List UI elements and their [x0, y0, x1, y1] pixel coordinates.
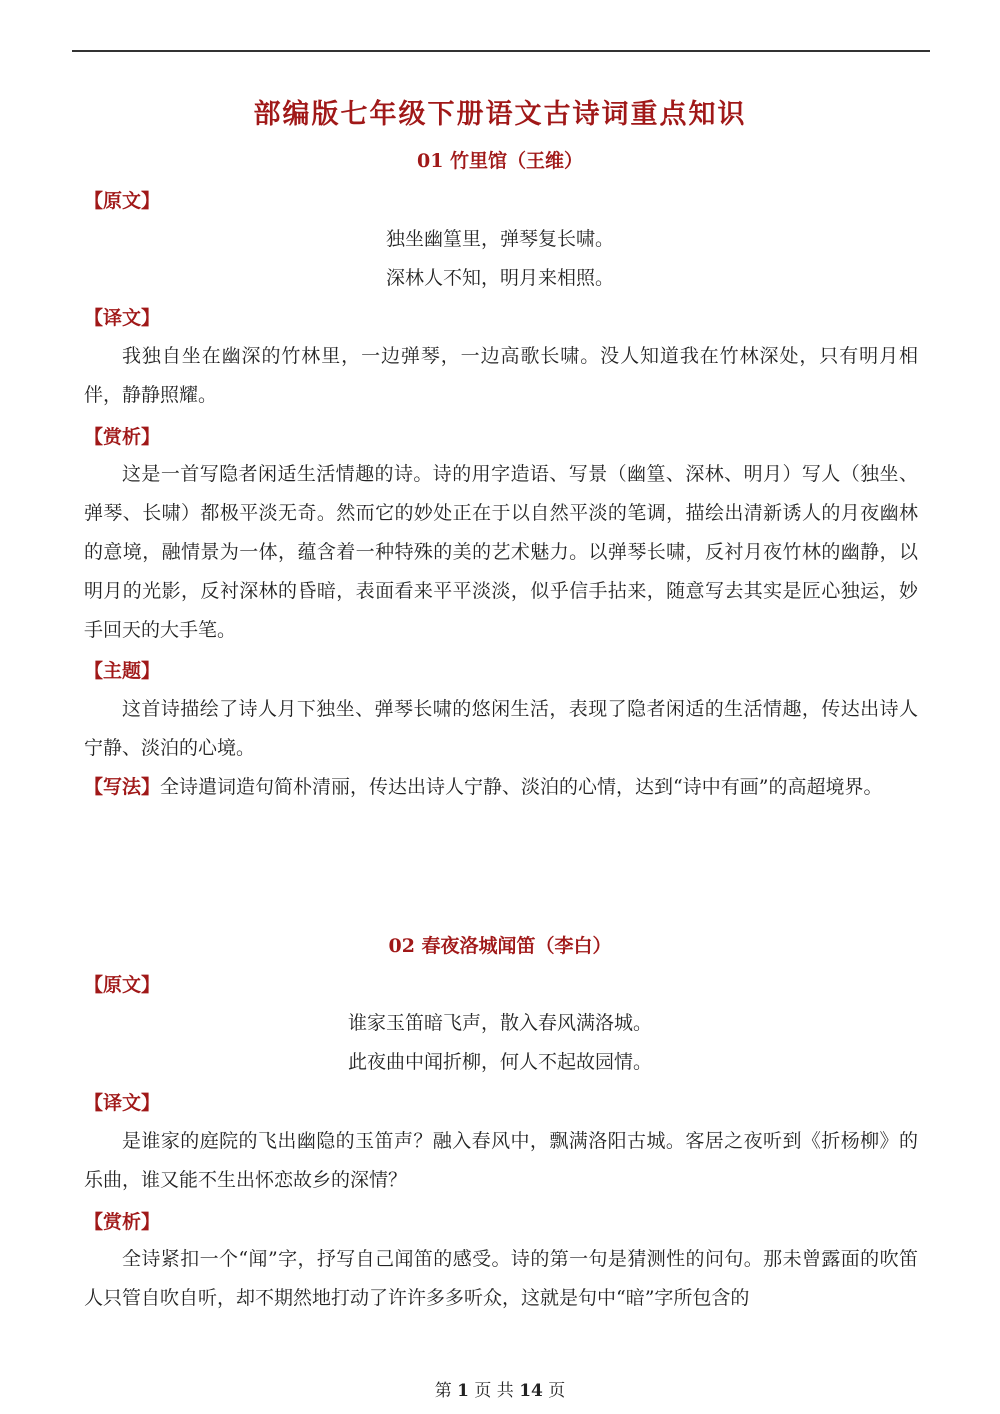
label-yiwen-02: 【译文】	[84, 1092, 161, 1114]
section-title-02: 02 春夜洛城闻笛（李白）	[388, 935, 612, 957]
footer-prefix: 第	[434, 1381, 452, 1401]
writing-method-01	[84, 768, 918, 807]
label-yuanwen-01: 【原文】	[84, 190, 161, 212]
page-footer	[0, 1376, 1000, 1401]
poem-line: 此夜曲中闻折柳，何人不起故园情。	[347, 1051, 652, 1073]
poem-01	[0, 220, 1000, 298]
page-total: 14	[519, 1381, 543, 1401]
label-zhuti-01: 【主题】	[84, 660, 161, 682]
translation-02: 是谁家的庭院的飞出幽隐的玉笛声？融入春风中，飘满洛阳古城。客居之夜听到《折杨柳》的乐曲，谁又能不生出怀恋故乡的深情？	[84, 1130, 918, 1191]
section-title-01: 01 竹里馆（王维）	[416, 150, 584, 172]
writing-method-text: 全诗遣词造句简朴清丽，传达出诗人宁静、淡泊的心情，达到“诗中有画”的高超境界。	[160, 776, 883, 798]
label-shangxi-02: 【赏析】	[84, 1211, 161, 1233]
label-shangxi-01: 【赏析】	[84, 426, 161, 448]
poem-line: 深林人不知，明月来相照。	[385, 267, 614, 289]
appreciation-02: 全诗紧扣一个“闻”字，抒写自己闻笛的感受。诗的第一句是猜测性的问句。那未曾露面的吹笛人只管自吹自听，却不期然地打动了许许多多听众，这就是句中“暗”字所包含的	[84, 1248, 918, 1309]
page-number: 1	[457, 1381, 469, 1401]
poem-line: 独坐幽篁里，弹琴复长啸。	[385, 228, 614, 250]
footer-suffix: 页	[548, 1381, 566, 1401]
translation-01: 我独自坐在幽深的竹林里，一边弹琴，一边高歌长啸。没人知道我在竹林深处，只有明月相伴，静静照耀。	[84, 345, 918, 406]
appreciation-01: 这是一首写隐者闲适生活情趣的诗。诗的用字造语、写景（幽篁、深林、明月）写人（独坐、弹琴、长啸）都极平淡无奇。然而它的妙处正在于以自然平淡的笔调，描绘出清新诱人的月夜幽林的意境，融情景为一体，蕴含着一种特殊的美的艺术魅力。以弹琴长啸，反衬月夜竹林的幽静，以明月的光影，反衬深林的昏暗，表面看来平平淡淡，似乎信手拈来，随意写去其实是匠心独运，妙手回天的大手笔。	[84, 463, 918, 641]
document-title: 部编版七年级下册语文古诗词重点知识	[253, 99, 747, 130]
poem-line: 谁家玉笛暗飞声，散入春风满洛城。	[347, 1012, 652, 1034]
label-yiwen-01: 【译文】	[84, 307, 161, 329]
footer-middle: 页 共	[474, 1381, 514, 1401]
label-yuanwen-02: 【原文】	[84, 974, 161, 996]
label-xiefa-01: 【写法】	[84, 776, 161, 798]
poem-02	[0, 1004, 1000, 1082]
top-rule	[72, 50, 930, 52]
theme-01: 这首诗描绘了诗人月下独坐、弹琴长啸的悠闲生活，表现了隐者闲适的生活情趣，传达出诗人宁静、淡泊的心境。	[84, 698, 918, 759]
